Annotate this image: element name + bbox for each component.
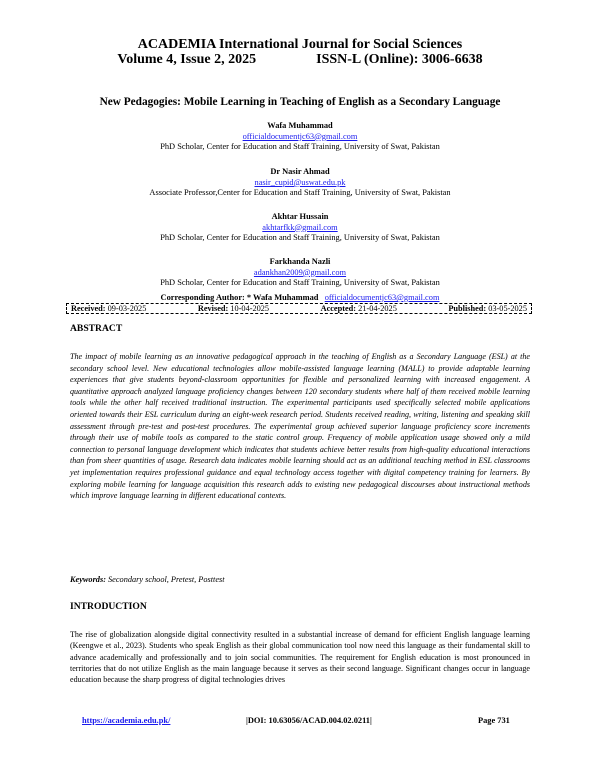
journal-header xyxy=(0,37,600,67)
footer-url-link[interactable]: https://academia.edu.pk/ xyxy=(82,716,171,725)
author-email[interactable]: nasir_cupid@uswat.edu.pk xyxy=(254,177,346,187)
paper-title: New Pedagogies: Mobile Learning in Teaching of English as a Secondary Language xyxy=(99,96,501,108)
author-name: Akhtar Hussain xyxy=(271,212,329,221)
author-affiliation: PhD Scholar, Center for Education and Staff Training, University of Swat, Pakistan xyxy=(160,142,440,152)
revised-date: Revised: 10-04-2025 xyxy=(197,304,270,313)
author-affiliation: Associate Professor,Center for Education and Staff Training, University of Swat, Pakistan xyxy=(149,188,451,198)
keywords xyxy=(70,575,225,584)
author-email[interactable]: officialdocumentjc63@gmail.com xyxy=(242,131,358,141)
footer-doi: |DOI: 10.63056/ACAD.004.02.0211| xyxy=(246,716,372,725)
abstract-heading: ABSTRACT xyxy=(70,323,123,334)
author-email[interactable]: adankhan2009@gmail.com xyxy=(253,267,347,277)
corresponding-author xyxy=(0,293,600,303)
published-date: Published: 03-05-2025 xyxy=(448,304,527,313)
keywords-value: Secondary school, Pretest, Posttest xyxy=(108,575,225,584)
introduction-text: The rise of globalization alongside digital connectivity resulted in a substantial increase of demand for efficient English language learning (Keengwe et al., 2023). Students who speak English as their global communication tool now need this language as their fundamental skill to advance academically and professionally and to join social communities. The requirement for English education is most pronounced in territories that do not utilize English as the main language because it serves as their second language. Significant changes occur in language education because the sharp progress of digital technologies drives xyxy=(70,630,530,685)
author-block xyxy=(0,167,600,199)
corresponding-label: Corresponding Author: * Wafa Muhammad xyxy=(160,293,319,302)
author-block xyxy=(0,257,600,289)
corresponding-email[interactable]: officialdocumentjc63@gmail.com xyxy=(324,293,440,302)
author-email[interactable]: akhtarfkk@gmail.com xyxy=(262,222,338,232)
author-name: Wafa Muhammad xyxy=(267,121,333,130)
keywords-label: Keywords: xyxy=(70,575,106,584)
volume-issue: Volume 4, Issue 2, 2025 xyxy=(117,52,257,67)
journal-name: ACADEMIA International Journal for Social Sciences xyxy=(137,37,463,52)
author-block xyxy=(0,121,600,153)
author-name: Dr Nasir Ahmad xyxy=(270,167,330,176)
accepted-date: Accepted: 21-04-2025 xyxy=(320,304,397,313)
author-affiliation: PhD Scholar, Center for Education and Staff Training, University of Swat, Pakistan xyxy=(160,278,440,288)
author-affiliation: PhD Scholar, Center for Education and Staff Training, University of Swat, Pakistan xyxy=(160,233,440,243)
author-block xyxy=(0,212,600,244)
page-number: Page 731 xyxy=(478,716,510,725)
abstract-text: The impact of mobile learning as an innovative pedagogical approach in the teaching of English as a Secondary Language (ESL) at the secondary school level. New educational technologies allow mobile-assisted language learning (MALL) to provide adaptable learning experiences that give students beyond-classroom opportunities for flexible and personalized learning with increased engagement. A quantitative approach analyzed language proficiency changes between 120 secondary students where half of them received mobile learning tools while the other half received traditional instruction. The experimental participants used specifically selected mobile applications oriented towards their ESL curriculum during an eight-week research period. Students received reading, writing, listening and speaking skill assessment through pre-test and post-test procedures. The experimental group achieved superior language proficiency score increments through their use of mobile tools as compared to the static control group. Frequency of mobile application usage showed only a mild connection to personal language development which indicates that students achieve better results from high-quality educational interactions than from sheer quantities of usage. Research data indicates mobile learning should act as an additional teaching method in ESL classrooms yet implementation requires professional guidance and equal technology access together with digital competency training for learners. By exploring mobile learning for language acquisition this research adds to existing new pedagogical discourses about instructional methods which improve language learning in different educational contexts. xyxy=(70,352,530,501)
dates-box xyxy=(66,303,532,314)
introduction-heading: INTRODUCTION xyxy=(70,601,147,612)
issn: ISSN-L (Online): 3006-6638 xyxy=(316,52,483,67)
author-name: Farkhanda Nazli xyxy=(269,257,331,266)
received-date: Received: 09-03-2025 xyxy=(71,304,147,313)
volume-issn-line xyxy=(0,52,600,67)
